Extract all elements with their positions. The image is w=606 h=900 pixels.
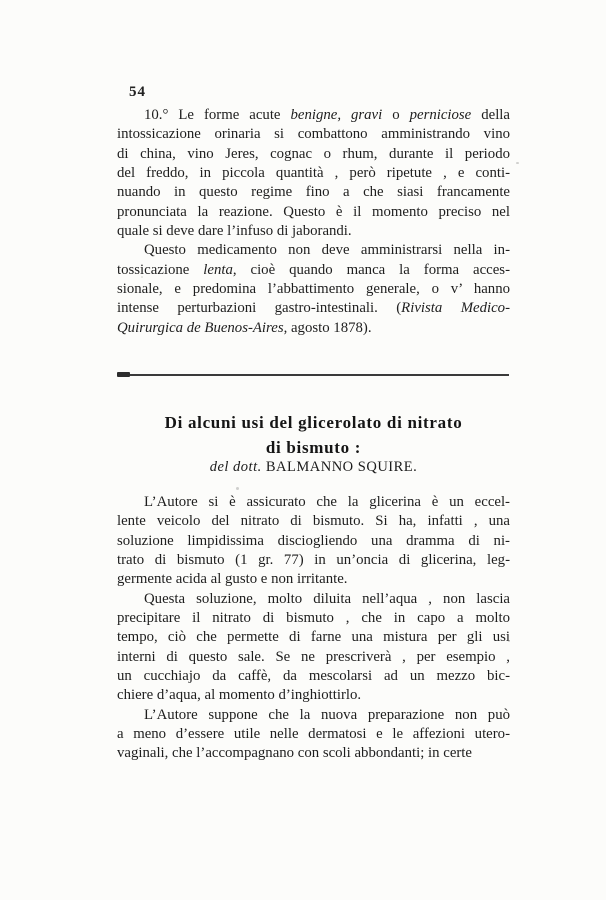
text-run: intense perturbazioni gastro-intestinali. ( [117,300,402,317]
text-run: della [471,107,510,123]
text-line [117,183,510,202]
article-body [117,493,510,764]
text-line [117,319,510,338]
text-line [117,667,510,686]
intro-section [117,106,510,338]
text-line [117,570,510,589]
text-run: pronunciata la reazione. Questo è il momento preciso nel [117,203,510,220]
italic-text-run: Rivista Medico- [401,300,510,317]
scan-speck [516,162,519,164]
text-run: lente veicolo del nitrato di bismuto. Si ha, infatti , una [117,513,510,530]
text-run: , cioè quando manca la forma acces- [232,261,510,278]
text-run: intossicazione orinaria si combattono amministrando vino [117,126,510,143]
page-number: 54 [129,84,146,100]
text-run: nuando in questo regime fino a che siasi francamente [117,184,510,201]
article-byline [117,459,510,476]
text-line [117,609,510,628]
text-line [117,532,510,551]
text-line [117,203,510,222]
text-run: Questa soluzione, molto diluita nell’aqua , non lascia [144,590,510,607]
paragraph [117,241,510,338]
text-line [117,706,510,725]
italic-text-run: lenta [203,261,233,278]
text-line [117,299,510,318]
italic-text-run: benigne, gravi [290,107,383,123]
text-line [117,686,510,705]
paragraph [117,590,510,706]
italic-text-run: Quirurgica de Buenos-Aires [117,319,284,336]
text-line [117,590,510,609]
italic-text-run: perniciose [409,107,472,123]
text-line [117,551,510,570]
text-line [117,145,510,164]
article-title-line-2: di bismuto : [265,438,362,457]
text-run: di china, vino Jeres, cognac o rhum, durante il periodo [117,145,510,162]
text-line [117,280,510,299]
italic-text-run: del dott. [209,459,262,475]
article-title [117,410,510,460]
text-run: BALMANNO SQUIRE. [261,459,418,475]
text-run: precipitare il nitrato di bismuto , che in capo a molto [117,610,510,627]
text-run: germente acida al gusto e non irritante. [117,571,348,588]
scan-speck [236,487,239,490]
paragraph [117,106,510,241]
text-line [117,725,510,744]
text-run: vaginali, che l’accompagnano con scoli abbondanti; in certe [117,745,472,762]
article-title-line-1: Di alcuni usi del glicerolato di nitrato [164,413,463,432]
text-run: tempo, ciò che permette di farne una mistura per gli usi [117,629,510,646]
text-line [117,493,510,512]
text-line [117,648,510,667]
scan-speck [141,276,143,278]
text-run: L’Autore suppone che la nuova preparazione non può [144,706,510,723]
section-divider [118,374,509,376]
text-run: Questo medicamento non deve amministrarsi nella in- [144,242,510,259]
text-line [117,222,510,241]
text-run: a meno d’essere utile nelle dermatosi e le affezioni utero- [117,726,510,743]
text-line [117,628,510,647]
text-run: 10.° Le forme acute [144,107,291,123]
text-line [117,512,510,531]
paragraph [117,706,510,764]
text-run: , agosto 1878). [283,319,372,336]
text-line [117,125,510,144]
text-run: soluzione limpidissima disciogliendo una dramma di ni- [117,532,510,549]
text-run: trato di bismuto (1 gr. 77) in un’oncia di glicerina, leg- [117,552,510,569]
text-run: del freddo, in piccola quantità , però ripetute , e conti- [117,165,510,182]
text-run: sionale, e predomina l’abbattimento generale, o v’ hanno [117,281,510,298]
text-run: o [382,107,410,123]
text-run: interni di questo sale. Se ne prescriverà , per esempio , [117,648,510,665]
text-run: tossicazione [117,261,204,278]
text-run: quale si deve dare l’infuso di jaborandi. [117,223,352,240]
text-line [117,106,510,125]
text-run: chiere d’aqua, al momento d’inghiottirlo. [117,687,362,704]
text-run: L’Autore si è assicurato che la glicerina è un eccel- [144,494,510,510]
scan-speck [508,640,510,642]
text-line [117,241,510,260]
text-line [117,261,510,280]
text-run: un cucchiajo da caffè, da mescolarsi ad un mezzo bic- [117,668,510,685]
paragraph [117,493,510,590]
text-line [117,164,510,183]
text-line [117,744,510,763]
